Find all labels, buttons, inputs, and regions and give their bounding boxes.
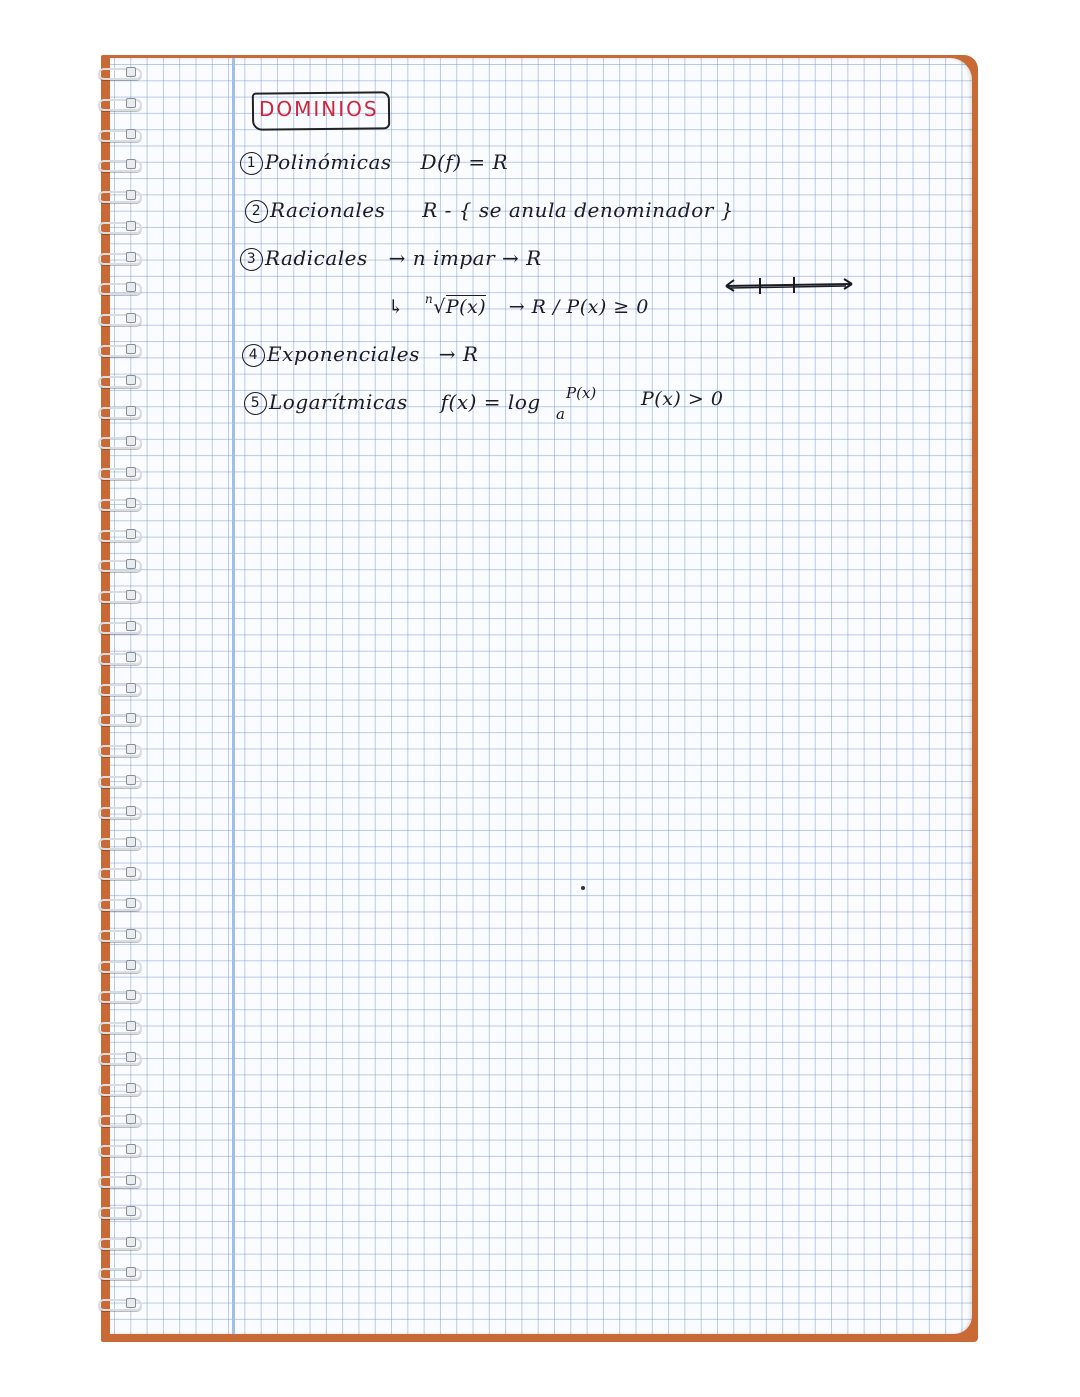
punch-hole [126, 1298, 136, 1308]
spiral-ring [96, 774, 148, 786]
spiral-ring [96, 651, 148, 663]
punch-hole [126, 344, 136, 354]
log-base: a [556, 405, 565, 423]
spiral-ring [96, 805, 148, 817]
spiral-ring [96, 1205, 148, 1217]
punch-hole [126, 867, 136, 877]
item-label-5: Logarítmicas [269, 390, 408, 414]
spiral-ring [96, 1266, 148, 1278]
item-rule-2: R - { se anula denominador } [422, 198, 734, 222]
punch-hole [126, 929, 136, 939]
punch-hole [126, 467, 136, 477]
root-radicand: P(x) [445, 296, 487, 318]
item-rule-5: f(x) = log [440, 390, 541, 414]
spiral-ring [96, 312, 148, 324]
spiral-ring [96, 836, 148, 848]
spiral-ring [96, 466, 148, 478]
punch-hole [126, 1237, 136, 1247]
punch-hole [126, 1175, 136, 1185]
spiral-ring [96, 251, 148, 263]
item-rule-4: → R [438, 342, 479, 366]
item-logaritmicas [244, 390, 541, 415]
punch-hole [126, 313, 136, 323]
spiral-ring [96, 989, 148, 1001]
subrule-result: → R / P(x) ≥ 0 [508, 296, 649, 318]
punch-hole [126, 129, 136, 139]
spiral-ring [96, 1143, 148, 1155]
punch-hole [126, 1114, 136, 1124]
spiral-ring [96, 589, 148, 601]
root-index: n [424, 292, 434, 306]
item-number-3: 3 [240, 248, 263, 271]
spiral-binding [96, 62, 156, 1332]
spiral-ring [96, 712, 148, 724]
item-number-5: 5 [244, 392, 267, 415]
spiral-ring [96, 343, 148, 355]
spiral-ring [96, 1113, 148, 1125]
punch-hole [126, 1267, 136, 1277]
punch-hole [126, 1052, 136, 1062]
item-polinomicas [240, 150, 508, 175]
spiral-ring [96, 1174, 148, 1186]
spiral-ring [96, 405, 148, 417]
punch-hole [126, 529, 136, 539]
item-label-3: Radicales [265, 246, 368, 270]
page-title: DOMINIOS [259, 97, 379, 121]
punch-hole [126, 436, 136, 446]
spiral-ring [96, 1051, 148, 1063]
number-line-sketch [720, 272, 860, 298]
punch-hole [126, 960, 136, 970]
spiral-ring [96, 897, 148, 909]
spiral-ring [96, 1020, 148, 1032]
spiral-ring [96, 1236, 148, 1248]
spiral-ring [96, 220, 148, 232]
item-exponenciales [242, 342, 478, 367]
spiral-ring [96, 497, 148, 509]
log-condition: P(x) > 0 [641, 388, 724, 410]
punch-hole [126, 190, 136, 200]
spiral-ring [96, 558, 148, 570]
subrule-arrow: ↳ [388, 296, 405, 318]
margin-line [232, 58, 235, 1334]
spiral-ring [96, 435, 148, 447]
spiral-ring [96, 682, 148, 694]
punch-hole [126, 252, 136, 262]
punch-hole [126, 375, 136, 385]
spiral-ring [96, 374, 148, 386]
punch-hole [126, 683, 136, 693]
punch-hole [126, 559, 136, 569]
punch-hole [126, 67, 136, 77]
item-label-1: Polinómicas [265, 150, 392, 174]
item-number-1: 1 [240, 152, 263, 175]
root-symbol: √ [433, 296, 446, 318]
spiral-ring [96, 959, 148, 971]
item-label-4: Exponenciales [267, 342, 420, 366]
punch-hole [126, 713, 136, 723]
spiral-ring [96, 97, 148, 109]
spiral-ring [96, 620, 148, 632]
punch-hole [126, 990, 136, 1000]
punch-hole [126, 621, 136, 631]
spiral-ring [96, 866, 148, 878]
punch-hole [126, 898, 136, 908]
spiral-ring [96, 158, 148, 170]
spiral-ring [96, 1082, 148, 1094]
ink-dot [581, 886, 585, 890]
item-rule-1: D(f) = R [420, 150, 509, 174]
punch-hole [126, 652, 136, 662]
punch-hole [126, 282, 136, 292]
punch-hole [126, 837, 136, 847]
punch-hole [126, 498, 136, 508]
item-radicales [240, 246, 542, 271]
spiral-ring [96, 743, 148, 755]
punch-hole [126, 98, 136, 108]
spiral-ring [96, 1297, 148, 1309]
punch-hole [126, 406, 136, 416]
punch-hole [126, 1144, 136, 1154]
item-number-2: 2 [245, 200, 268, 223]
item-racionales [245, 198, 734, 223]
spiral-ring [96, 928, 148, 940]
spiral-ring [96, 128, 148, 140]
punch-hole [126, 590, 136, 600]
spiral-ring [96, 528, 148, 540]
punch-hole [126, 1021, 136, 1031]
item-label-2: Racionales [270, 198, 386, 222]
punch-hole [126, 806, 136, 816]
item-rule-3: → n impar → R [388, 246, 542, 270]
punch-hole [126, 775, 136, 785]
punch-hole [126, 1206, 136, 1216]
item-number-4: 4 [242, 344, 265, 367]
spiral-ring [96, 189, 148, 201]
radicales-subrule [388, 292, 649, 318]
spiral-ring [96, 66, 148, 78]
punch-hole [126, 1083, 136, 1093]
punch-hole [126, 159, 136, 169]
spiral-ring [96, 281, 148, 293]
punch-hole [126, 221, 136, 231]
punch-hole [126, 744, 136, 754]
log-argument: P(x) [566, 384, 597, 402]
